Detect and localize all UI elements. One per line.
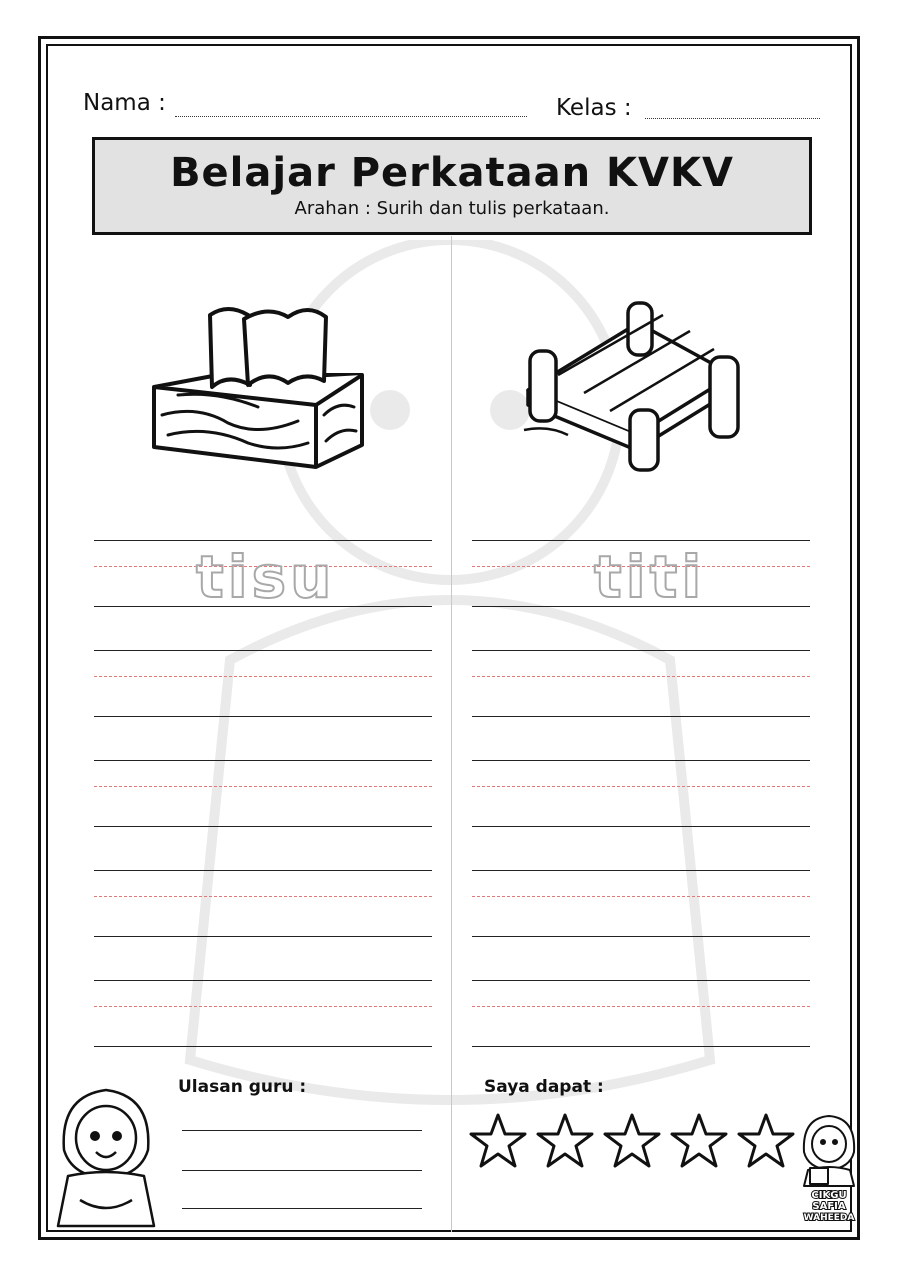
logo-line-3: WAHEEDA: [803, 1213, 855, 1223]
logo-line-1: CIKGU: [811, 1190, 847, 1201]
logo-character-illustration: [796, 1112, 862, 1224]
name-label: Nama :: [83, 90, 166, 116]
class-label: Kelas :: [556, 95, 632, 121]
star-icon[interactable]: [535, 1112, 595, 1170]
trace-word-left: tisu: [196, 543, 336, 611]
title-box: [92, 137, 812, 235]
trace-word-right: titi: [594, 543, 706, 611]
wooden-platform-icon: [518, 295, 748, 475]
child-illustration: [50, 1080, 162, 1230]
logo-line-2: SAFIA: [812, 1201, 846, 1212]
class-field[interactable]: [645, 118, 820, 119]
star-icon[interactable]: [468, 1112, 528, 1170]
name-field[interactable]: [175, 116, 527, 117]
star-icon[interactable]: [736, 1112, 796, 1170]
instruction-text: Arahan : Surih dan tulis perkataan.: [294, 198, 610, 219]
column-divider: [451, 236, 452, 1232]
star-icon[interactable]: [602, 1112, 662, 1170]
worksheet-title: Belajar Perkataan KVKV: [170, 150, 734, 196]
tissue-box-icon: [148, 295, 366, 470]
star-icon[interactable]: [669, 1112, 729, 1170]
teacher-comment-label: Ulasan guru :: [178, 1077, 307, 1097]
score-label: Saya dapat :: [484, 1077, 604, 1097]
